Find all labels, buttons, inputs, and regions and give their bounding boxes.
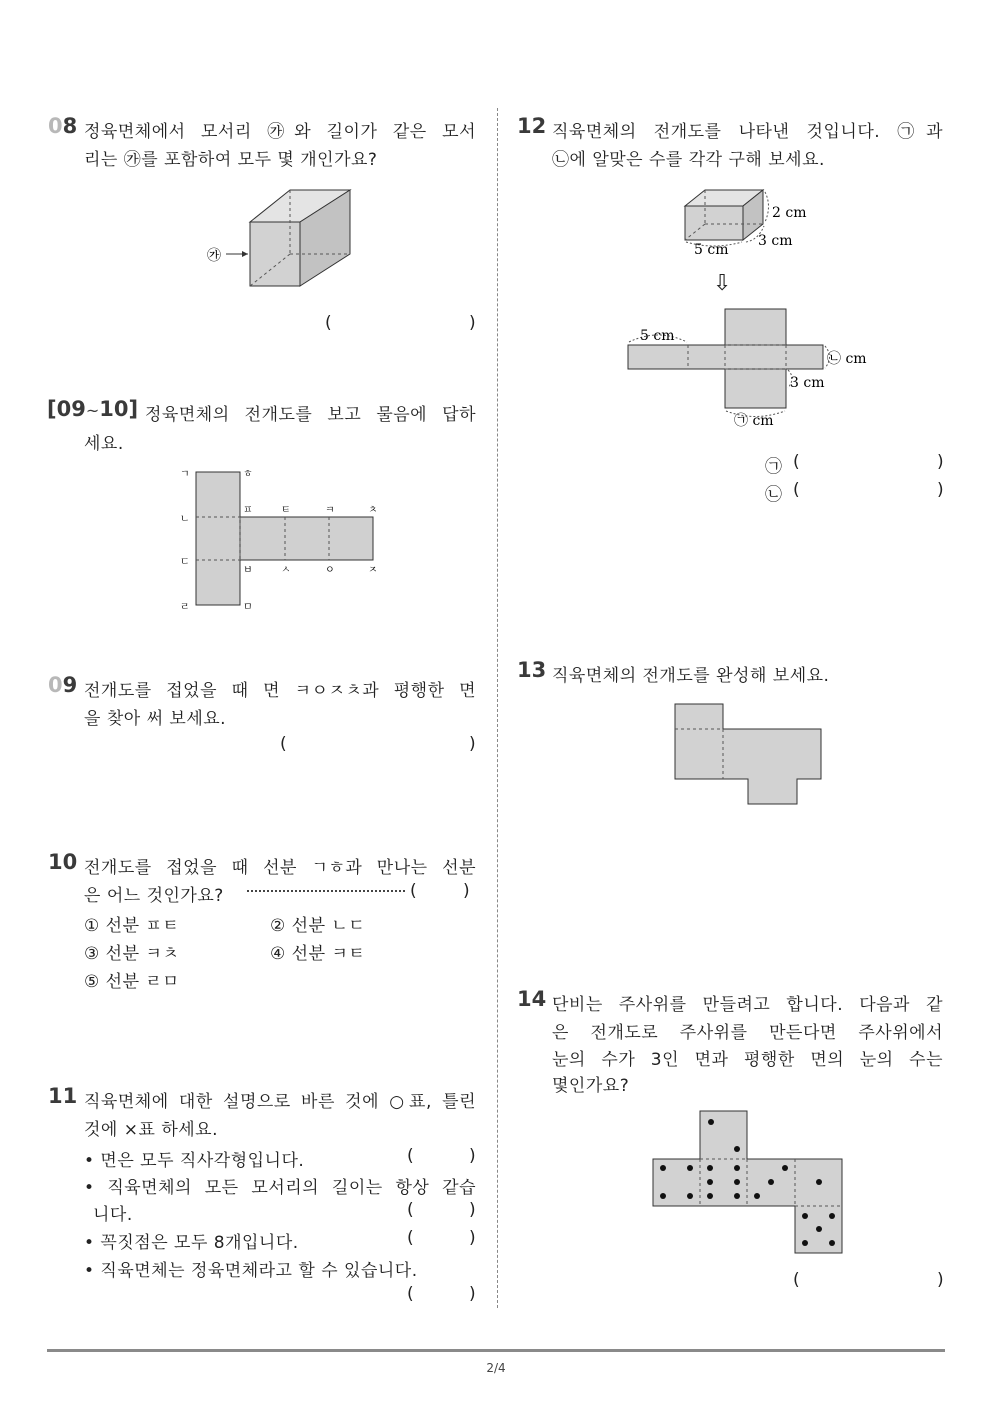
question-number-13: 13 [517, 658, 547, 682]
q14-face-right-pips [816, 1179, 822, 1185]
svg-text:ㅌ: ㅌ [281, 505, 291, 516]
question-number-09: 09 [48, 673, 78, 697]
q10-option-1: ① 선분 ㅍㅌ [84, 916, 180, 936]
q11-item-2-cont: 니다. [93, 1205, 133, 1225]
question-number-08: 08 [48, 114, 78, 138]
svg-text:ㄱ: ㄱ [180, 469, 190, 480]
q14-text-line2: 은 전개도로 주사위를 만든다면 주사위에서 [552, 1023, 943, 1043]
q11-item-3-answer-open: ( [407, 1228, 415, 1248]
q10-option-4: ④ 선분 ㅋㅌ [270, 944, 366, 964]
q09-text-line1: 전개도를 접었을 때 면 ㅋㅇㅈㅊ과 평행한 면 [84, 681, 476, 701]
question-number-11: 11 [48, 1084, 78, 1108]
q10-answer-close: ) [463, 881, 471, 901]
q11-item-2-answer-close: ) [469, 1200, 477, 1220]
q11-item-1-answer-close: ) [469, 1146, 477, 1166]
column-divider [497, 108, 498, 1308]
q11-text-line2: 것에 ×표 하세요. [84, 1120, 218, 1140]
q10-option-5: ⑤ 선분 ㄹㅁ [84, 972, 180, 992]
q11-item-3-answer-close: ) [469, 1228, 477, 1248]
footer-rule [47, 1349, 945, 1352]
svg-text:ㄴ: ㄴ [180, 514, 190, 525]
q09-answer-close: ) [469, 734, 477, 754]
q0910-net-figure [175, 462, 390, 614]
svg-text:3 cm: 3 cm [758, 233, 793, 249]
question-range-09-10: [09~10] [47, 397, 139, 421]
q12-text-line2: ㉡에 알맞은 수를 각각 구해 보세요. [552, 150, 825, 170]
page-number: 2/4 [486, 1361, 506, 1375]
q12-answer-a-open: ( [793, 452, 801, 472]
q10-option-3: ③ 선분 ㅋㅊ [84, 944, 180, 964]
q10-text-line1: 전개도를 접었을 때 선분 ㄱㅎ과 만나는 선분 [84, 858, 476, 878]
q08-text-line1: 정육면체에서 모서리 ㉮와 길이가 같은 모서 [84, 122, 476, 142]
svg-text:ㅍ: ㅍ [243, 505, 253, 516]
q12-answer-b-close: ) [937, 480, 945, 500]
q11-item-4: • 직육면체는 정육면체라고 할 수 있습니다. [84, 1261, 418, 1281]
q08-cube-figure [200, 182, 360, 292]
question-number-12: 12 [517, 114, 547, 138]
q14-answer-close: ) [937, 1270, 945, 1290]
q11-item-2: • 직육면체의 모든 모서리의 길이는 항상 같습 [84, 1178, 476, 1198]
svg-text:ㅋ: ㅋ [325, 505, 335, 516]
q12-net-figure [620, 300, 890, 435]
svg-text:ㅁ: ㅁ [243, 602, 253, 613]
q11-item-1: • 면은 모두 직사각형입니다. [84, 1151, 305, 1171]
q10-answer-open: ( [410, 881, 418, 901]
q12-down-arrow: ⇩ [713, 271, 732, 296]
svg-text:ㄹ: ㄹ [180, 602, 190, 613]
q0910-text-line1: 정육면체의 전개도를 보고 물음에 답하 [145, 405, 476, 425]
svg-text:3 cm: 3 cm [790, 375, 825, 391]
svg-text:㉡ cm: ㉡ cm [827, 351, 867, 367]
svg-text:ㅎ: ㅎ [243, 469, 253, 480]
question-number-10: 10 [48, 850, 78, 874]
q13-partial-net-figure [670, 700, 830, 810]
q14-text-line4: 몇인가요? [552, 1076, 630, 1096]
svg-text:ㅅ: ㅅ [281, 565, 291, 576]
q14-text-line1: 단비는 주사위를 만들려고 합니다. 다음과 같 [552, 995, 943, 1015]
svg-text:5 cm: 5 cm [694, 242, 729, 258]
q0910-text-line2: 세요. [84, 434, 124, 454]
q13-text-line1: 직육면체의 전개도를 완성해 보세요. [552, 666, 830, 686]
q14-text-line3: 눈의 수가 3인 면과 평행한 면의 눈의 수는 [552, 1050, 943, 1070]
q14-dice-net-figure [648, 1106, 848, 1258]
question-number-14: 14 [517, 987, 547, 1011]
q12-text-line1: 직육면체의 전개도를 나타낸 것입니다. ㉠과 [552, 122, 943, 142]
q09-answer-open: ( [280, 734, 288, 754]
q08-answer-close: ) [469, 313, 477, 333]
q14-answer-open: ( [793, 1270, 801, 1290]
q11-item-4-answer-close: ) [469, 1284, 477, 1304]
q08-edge-label: ㉮ [207, 248, 221, 264]
svg-text:ㄷ: ㄷ [180, 557, 190, 568]
svg-text:2 cm: 2 cm [772, 205, 807, 221]
q11-item-3: • 꼭짓점은 모두 8개입니다. [84, 1233, 299, 1253]
svg-text:5 cm: 5 cm [640, 328, 675, 344]
q12-answer-b-open: ( [793, 480, 801, 500]
q11-item-4-answer-open: ( [407, 1284, 415, 1304]
q10-leader-dots [247, 890, 405, 892]
svg-text:ㅈ: ㅈ [368, 565, 378, 576]
q10-text-line2: 은 어느 것인가요? [84, 886, 224, 906]
q12-cuboid-figure [680, 184, 820, 262]
svg-text:㉠ cm: ㉠ cm [734, 413, 774, 429]
q11-item-2-answer-open: ( [407, 1200, 415, 1220]
q11-text-line1: 직육면체에 대한 설명으로 바른 것에 ○표, 틀린 [84, 1092, 476, 1112]
svg-text:ㅂ: ㅂ [243, 565, 253, 576]
q12-answer-a-close: ) [937, 452, 945, 472]
q11-item-1-answer-open: ( [407, 1146, 415, 1166]
q10-option-2: ② 선분 ㄴㄷ [270, 916, 366, 936]
q08-text-line2: 리는 ㉮를 포함하여 모두 몇 개인가요? [84, 150, 378, 170]
q08-answer-open: ( [325, 313, 333, 333]
q09-text-line2: 을 찾아 써 보세요. [84, 709, 227, 729]
q12-answer-b-label: ㉡ [765, 485, 783, 505]
svg-text:ㅇ: ㅇ [325, 565, 335, 576]
svg-text:ㅊ: ㅊ [368, 505, 378, 516]
q12-answer-a-label: ㉠ [765, 457, 783, 477]
